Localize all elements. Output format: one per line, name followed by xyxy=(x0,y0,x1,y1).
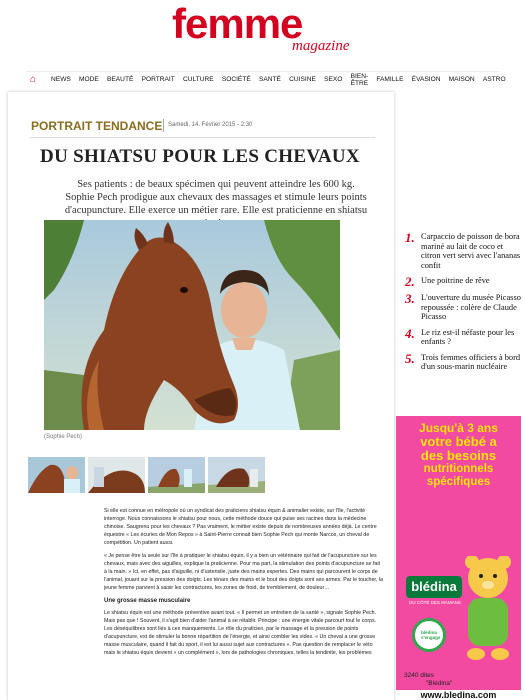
ad-headline xyxy=(396,422,521,489)
list-item-number: 3. xyxy=(405,291,415,306)
article-body xyxy=(104,507,384,662)
article-rubric[interactable]: PORTRAIT TENDANCE xyxy=(31,119,163,133)
ad-brand-logo: blédina xyxy=(406,576,462,598)
list-item-link[interactable]: Le riz est-il néfaste pour les enfants ? xyxy=(421,327,515,346)
site-logo-sub: magazine xyxy=(292,38,350,54)
header-divider xyxy=(30,137,375,138)
article-paragraph: Si elle est connue en métropole où un syndicat des praticiens shiatsu équin & animalier existe, sur l'île, l'activité interroge. Nous connaissons le shiatsu pour nous, cette méthode douce qui puise ses racines dans la médecine chinoise. Saugrenu pour les chevaux ? Pas vraiment, le métier existe depuis de nombreuses années déjà. Le centre équestre « Les écuries de Mon Repos » à Saint-Pierre connait bien Sophie Pech qui monte Narcos, un cheval de compétition. Un patient aussi. xyxy=(104,508,377,546)
article-title: DU SHIATSU POUR LES CHEVAUX xyxy=(40,146,360,167)
list-item-number: 4. xyxy=(405,325,415,341)
nav-item-societe[interactable]: SOCIÉTÉ xyxy=(221,76,251,83)
photo-thumbnails xyxy=(28,457,265,493)
nav-item-sante[interactable]: SANTÉ xyxy=(258,76,281,83)
ad-seal-icon xyxy=(412,618,446,652)
ad-seal-text: blédina s'engage xyxy=(421,630,441,640)
list-item[interactable] xyxy=(405,350,521,372)
ad-headline-line: spécifiques xyxy=(426,476,491,488)
list-item-link[interactable]: Carpaccio de poisson de bora mariné au lait de coco et citron vert servi avec l'ananas confit xyxy=(421,232,521,270)
list-item[interactable] xyxy=(405,325,521,347)
site-header xyxy=(0,0,525,64)
main-nav xyxy=(26,71,506,87)
thumbnail-3[interactable] xyxy=(148,457,205,493)
thumbnail-2[interactable] xyxy=(88,457,145,493)
rubric-divider xyxy=(163,119,164,132)
article-paragraph: Le shiatsu équin est une méthode préventive avant tout. « Il permet un entretien de la santé », signale Sophie Pech. Mais pas que ! Souvent, il s'agit bien d'aider l'animal à se rétablir. Principe : une énergie vitale parcourt tout le corps. Les déséquilibres sont liés à ces manquements. Le rôle du praticien, par le massage et la pression de points d'acupuncture, est de stimuler la bonne répartition de l'énergie, et ainsi combler les vides. « Un cheval a une grosse masse musculaire, quand il fait du sport, il est lui aussi sujet aux contractures ». Pas question de remplacer le véto mais le shiatsu équin devient « un complément », lors de pathologies chroniques, telles la tendinite, les problèmes xyxy=(104,610,377,656)
nav-item-portrait[interactable]: PORTRAIT xyxy=(141,76,175,83)
photo-credit: (Sophie Pech) xyxy=(44,434,83,440)
list-item-number: 5. xyxy=(405,350,415,366)
list-item[interactable] xyxy=(405,293,521,322)
list-item[interactable] xyxy=(405,232,521,270)
list-item[interactable] xyxy=(405,276,521,287)
article-main-photo[interactable] xyxy=(44,220,340,430)
article-paragraph: « Je pense être la seule sur l'île à pratiquer le shiatsu équin, il y a bien un vétérinaire qui fait de l'acupuncture sur les chevaux, mais avec des aiguilles, explique la praticienne. Pour ma part, la stimulation des points d'acupuncture se fait à la main. » Ici, en effet, pas d'aiguille, ni d'ustensile, juste des mains expertes. Des mains qui parcourent le corps de l'animal, jouant sur la pression des doigts. Les ténars des mains et le bout des doigts sont ses armes. Par le toucher, la jeune femme parvient à saisir les contractures, les zones de froid, de tremblement, de douleur… xyxy=(104,553,383,591)
nav-item-famille[interactable]: FAMILLE xyxy=(376,76,404,83)
list-item-number: 2. xyxy=(405,274,415,289)
ad-headline-line: nutritionnels xyxy=(423,463,494,475)
ad-phone: 3240 dites xyxy=(404,672,434,679)
ad-headline-line: Jusqu'à 3 ans xyxy=(419,421,498,435)
most-read-list xyxy=(405,232,521,378)
teddy-bear-illustration xyxy=(458,556,518,666)
nav-item-bien-etre[interactable]: BIEN-ÊTRE xyxy=(350,72,369,87)
article-subheading: Une grosse masse musculaire xyxy=(104,598,191,604)
nav-item-sexo[interactable]: SEXO xyxy=(324,76,343,83)
nav-item-maison[interactable]: MAISON xyxy=(448,76,475,83)
nav-item-astro[interactable]: ASTRO xyxy=(482,76,506,83)
list-item-link[interactable]: Trois femmes officiers à bord d'un sous-marin nucléaire xyxy=(421,352,521,371)
ad-url-link[interactable]: www.bledina.com xyxy=(396,690,521,700)
site-logo[interactable]: femme xyxy=(172,0,303,47)
nav-item-cuisine[interactable]: CUISINE xyxy=(289,76,316,83)
advertisement-banner[interactable] xyxy=(396,416,521,700)
nav-item-culture[interactable]: CULTURE xyxy=(182,76,214,83)
list-item-link[interactable]: L'ouverture du musée Picasso repoussée : colère de Claude Picasso xyxy=(421,293,521,321)
ad-phone-keyword: "Blédina" xyxy=(426,680,453,687)
nav-item-evasion[interactable]: ÉVASION xyxy=(411,76,441,83)
list-item-link[interactable]: Une poitrine de rêve xyxy=(421,276,490,285)
home-icon[interactable]: ⌂ xyxy=(30,74,37,85)
ad-headline-line: des besoins xyxy=(420,448,497,463)
nav-item-mode[interactable]: MODE xyxy=(79,76,99,83)
ad-headline-line: votre bébé a xyxy=(420,434,497,449)
article-lead: Ses patients : de beaux spécimen qui peuvent atteindre les 600 kg. Sophie Pech prodigue aux chevaux des massages et stimule leurs points d'acupuncture. Elle exerce un métier rare. Elle est praticienne en shiatsu xyxy=(64,179,368,216)
ad-brand-tagline: DU CÔTÉ DES MAMANS xyxy=(409,600,461,605)
list-item-number: 1. xyxy=(405,230,415,245)
article-date: Samedi, 14. Février 2015 - 2:30 xyxy=(168,122,253,128)
thumbnail-4[interactable] xyxy=(208,457,265,493)
nav-item-beaute[interactable]: BEAUTÉ xyxy=(106,76,134,83)
nav-item-news[interactable]: NEWS xyxy=(51,76,71,83)
thumbnail-1[interactable] xyxy=(28,457,85,493)
